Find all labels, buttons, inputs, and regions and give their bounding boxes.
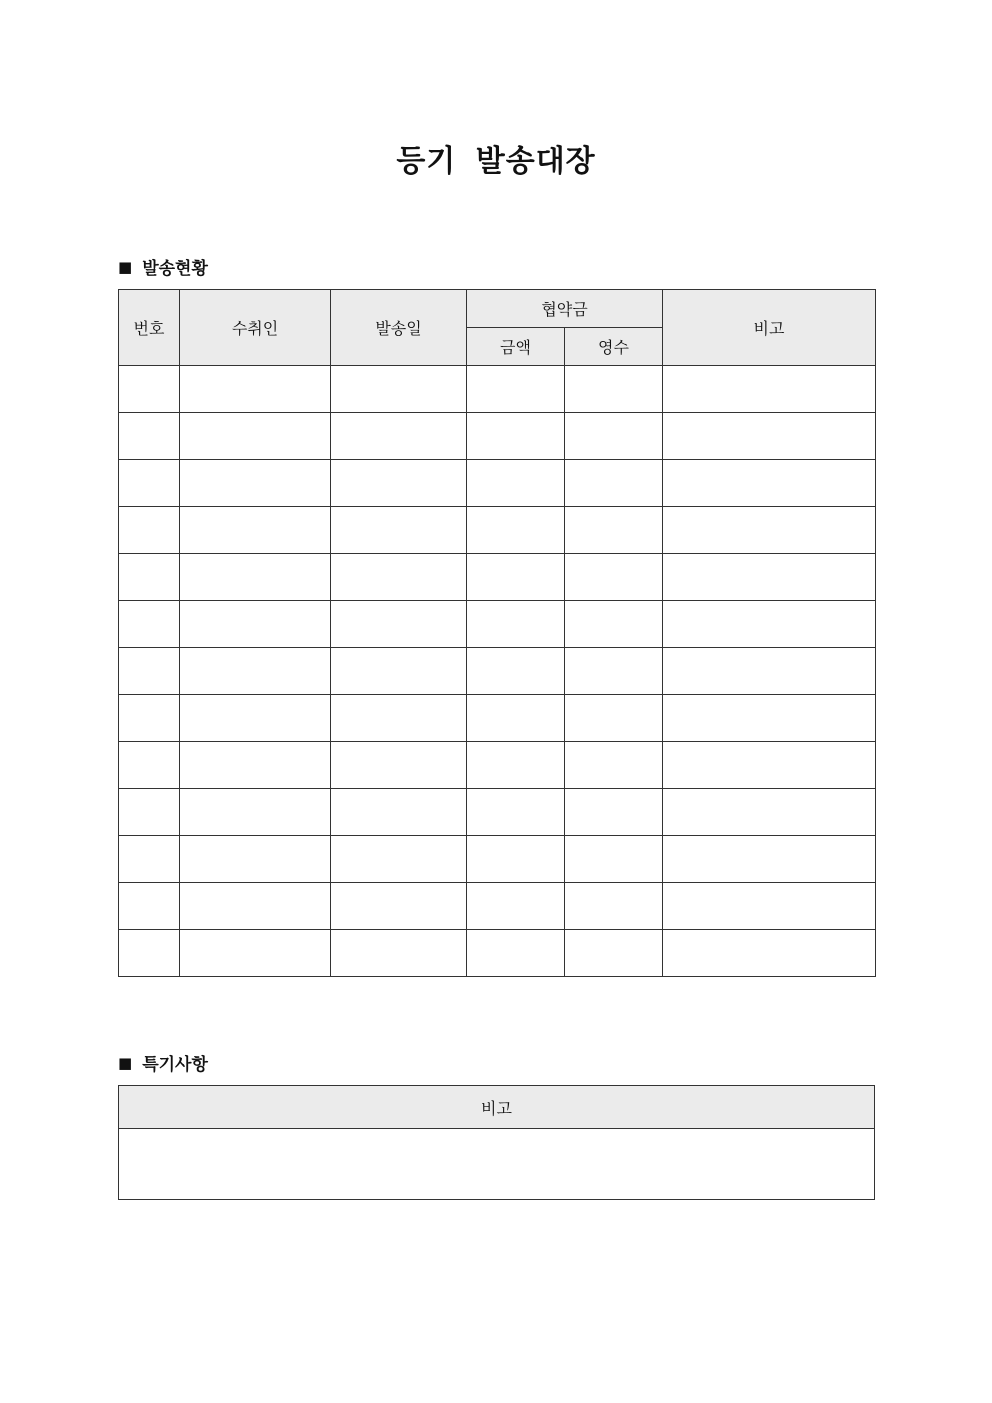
recipient-cell[interactable] xyxy=(180,507,331,554)
status-section-label: 발송현황 xyxy=(142,259,208,279)
remarks-cell[interactable] xyxy=(663,836,876,883)
amount-cell[interactable] xyxy=(467,930,565,977)
receipt-cell[interactable] xyxy=(565,883,663,930)
send-date-cell[interactable] xyxy=(331,836,467,883)
receipt-cell[interactable] xyxy=(565,695,663,742)
amount-cell[interactable] xyxy=(467,836,565,883)
remarks-cell[interactable] xyxy=(663,742,876,789)
recipient-cell[interactable] xyxy=(180,413,331,460)
amount-cell[interactable] xyxy=(467,554,565,601)
recipient-cell[interactable] xyxy=(180,789,331,836)
notes-header-remarks: 비고 xyxy=(119,1086,875,1129)
table-row xyxy=(119,413,876,460)
remarks-cell[interactable] xyxy=(663,883,876,930)
send-date-cell[interactable] xyxy=(331,366,467,413)
remarks-cell[interactable] xyxy=(663,930,876,977)
table-row xyxy=(119,460,876,507)
table-row xyxy=(119,789,876,836)
notes-section-label: 특기사항 xyxy=(142,1055,208,1075)
table-row xyxy=(119,930,876,977)
number-cell[interactable] xyxy=(119,836,180,883)
amount-cell[interactable] xyxy=(467,742,565,789)
remarks-cell[interactable] xyxy=(663,413,876,460)
send-date-cell[interactable] xyxy=(331,930,467,977)
recipient-cell[interactable] xyxy=(180,695,331,742)
table-row xyxy=(119,648,876,695)
recipient-cell[interactable] xyxy=(180,883,331,930)
send-date-cell[interactable] xyxy=(331,695,467,742)
amount-cell[interactable] xyxy=(467,648,565,695)
remarks-cell[interactable] xyxy=(663,601,876,648)
header-number: 번호 xyxy=(119,290,180,366)
header-send-date: 발송일 xyxy=(331,290,467,366)
table-row xyxy=(119,836,876,883)
table-row xyxy=(119,742,876,789)
status-section-title xyxy=(118,254,208,279)
recipient-cell[interactable] xyxy=(180,930,331,977)
remarks-cell[interactable] xyxy=(663,460,876,507)
header-recipient: 수취인 xyxy=(180,290,331,366)
remarks-cell[interactable] xyxy=(663,648,876,695)
number-cell[interactable] xyxy=(119,554,180,601)
receipt-cell[interactable] xyxy=(565,507,663,554)
send-date-cell[interactable] xyxy=(331,601,467,648)
number-cell[interactable] xyxy=(119,460,180,507)
table-row xyxy=(119,883,876,930)
receipt-cell[interactable] xyxy=(565,648,663,695)
recipient-cell[interactable] xyxy=(180,742,331,789)
receipt-cell[interactable] xyxy=(565,601,663,648)
number-cell[interactable] xyxy=(119,930,180,977)
black-square-icon: ■ xyxy=(118,1053,133,1072)
recipient-cell[interactable] xyxy=(180,648,331,695)
send-date-cell[interactable] xyxy=(331,413,467,460)
recipient-cell[interactable] xyxy=(180,836,331,883)
receipt-cell[interactable] xyxy=(565,413,663,460)
recipient-cell[interactable] xyxy=(180,601,331,648)
header-amount: 금액 xyxy=(467,328,565,366)
table-row xyxy=(119,507,876,554)
header-agreement-fee: 협약금 xyxy=(467,290,663,328)
send-date-cell[interactable] xyxy=(331,789,467,836)
header-receipt: 영수 xyxy=(565,328,663,366)
number-cell[interactable] xyxy=(119,366,180,413)
notes-content-cell[interactable] xyxy=(119,1129,875,1200)
page-title: 등기 발송대장 xyxy=(396,144,596,179)
receipt-cell[interactable] xyxy=(565,930,663,977)
recipient-cell[interactable] xyxy=(180,554,331,601)
send-date-cell[interactable] xyxy=(331,648,467,695)
send-date-cell[interactable] xyxy=(331,460,467,507)
number-cell[interactable] xyxy=(119,507,180,554)
receipt-cell[interactable] xyxy=(565,554,663,601)
remarks-cell[interactable] xyxy=(663,554,876,601)
receipt-cell[interactable] xyxy=(565,460,663,507)
table-row xyxy=(119,601,876,648)
recipient-cell[interactable] xyxy=(180,460,331,507)
amount-cell[interactable] xyxy=(467,601,565,648)
amount-cell[interactable] xyxy=(467,789,565,836)
remarks-cell[interactable] xyxy=(663,507,876,554)
number-cell[interactable] xyxy=(119,648,180,695)
table-row xyxy=(119,366,876,413)
number-cell[interactable] xyxy=(119,742,180,789)
amount-cell[interactable] xyxy=(467,695,565,742)
number-cell[interactable] xyxy=(119,601,180,648)
remarks-cell[interactable] xyxy=(663,789,876,836)
amount-cell[interactable] xyxy=(467,413,565,460)
table-row xyxy=(119,695,876,742)
number-cell[interactable] xyxy=(119,789,180,836)
header-remarks: 비고 xyxy=(663,290,876,366)
remarks-cell[interactable] xyxy=(663,695,876,742)
send-date-cell[interactable] xyxy=(331,507,467,554)
send-date-cell[interactable] xyxy=(331,883,467,930)
special-notes-table xyxy=(118,1085,875,1200)
number-cell[interactable] xyxy=(119,413,180,460)
receipt-cell[interactable] xyxy=(565,836,663,883)
amount-cell[interactable] xyxy=(467,507,565,554)
send-date-cell[interactable] xyxy=(331,554,467,601)
shipping-status-table xyxy=(118,289,876,977)
recipient-cell[interactable] xyxy=(180,366,331,413)
amount-cell[interactable] xyxy=(467,460,565,507)
amount-cell[interactable] xyxy=(467,366,565,413)
remarks-cell[interactable] xyxy=(663,366,876,413)
receipt-cell[interactable] xyxy=(565,742,663,789)
black-square-icon: ■ xyxy=(118,257,133,276)
notes-section-title xyxy=(118,1050,208,1075)
number-cell[interactable] xyxy=(119,883,180,930)
amount-cell[interactable] xyxy=(467,883,565,930)
number-cell[interactable] xyxy=(119,695,180,742)
receipt-cell[interactable] xyxy=(565,789,663,836)
receipt-cell[interactable] xyxy=(565,366,663,413)
send-date-cell[interactable] xyxy=(331,742,467,789)
table-row xyxy=(119,554,876,601)
